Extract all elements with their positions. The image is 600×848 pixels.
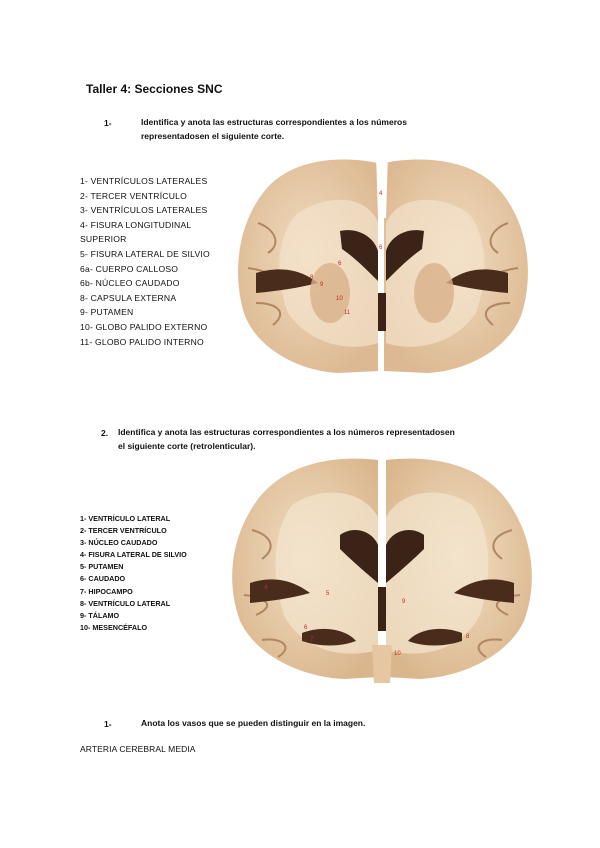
list-item: 2- TERCER VENTRÍCULO <box>80 190 187 201</box>
structure-list-1 <box>80 174 210 349</box>
question-2-line-1: Identifica y anota las estructuras correspondientes a los números representadosen <box>118 427 455 437</box>
list-item: 4- FISURA LATERAL DE SILVIO <box>80 550 187 560</box>
figure-1-label: 11 <box>344 310 351 316</box>
list-item: 11- GLOBO PALIDO INTERNO <box>80 336 204 347</box>
list-item: 8- CAPSULA EXTERNA <box>80 292 177 303</box>
list-item: 10- GLOBO PALIDO EXTERNO <box>80 321 208 332</box>
list-item: 8- VENTRÍCULO LATERAL <box>80 598 171 608</box>
figure-1-label: 9 <box>320 282 324 288</box>
question-2-line-2: el siguiente corte (retrolenticular). <box>118 441 256 451</box>
question-1-line-1: Identifica y anota las estructuras correspondientes a los números <box>141 117 407 127</box>
list-item: 2- TERCER VENTRÍCULO <box>80 526 167 536</box>
list-item: 5- PUTAMEN <box>80 562 124 572</box>
question-3-text: Anota los vasos que se pueden distinguir en la imagen. <box>141 718 366 728</box>
question-2-text <box>118 425 455 453</box>
figure-2-label: 5 <box>326 591 330 597</box>
figure-2-label: 7 <box>310 637 314 643</box>
page-title: Taller 4: Secciones SNC <box>86 82 223 96</box>
list-item: 9- TÁLAMO <box>80 610 120 620</box>
figure-2-label: 10 <box>394 651 401 657</box>
list-item: 3- VENTRÍCULOS LATERALES <box>80 205 208 216</box>
figure-2-label: 8 <box>466 634 470 640</box>
list-item: 4- FISURA LONGITUDINAL <box>80 219 192 230</box>
list-item: 7- HIPOCAMPO <box>80 586 133 596</box>
list-item: 6a- CUERPO CALLOSO <box>80 263 179 274</box>
figure-2-label: 9 <box>402 599 406 605</box>
figure-2-label: 6 <box>304 625 308 631</box>
brain-coronal-section-1 <box>228 153 536 379</box>
brain-coronal-section-2 <box>222 455 542 683</box>
question-3-number: 1- <box>104 719 112 729</box>
list-item: SUPERIOR <box>80 234 127 245</box>
list-item: 6- CAUDADO <box>80 574 126 584</box>
list-item: 10- MESENCÉFALO <box>80 622 148 632</box>
question-1-text <box>141 115 407 143</box>
list-item: 3- NÚCLEO CAUDADO <box>80 538 158 548</box>
figure-1-label: 6 <box>379 245 383 251</box>
list-item: 1- VENTRÍCULOS LATERALES <box>80 176 208 186</box>
list-item: 1- VENTRÍCULO LATERAL <box>80 514 171 523</box>
list-item: 6b- NÚCLEO CAUDADO <box>80 278 180 289</box>
figure-2-label: 4 <box>264 585 268 591</box>
figure-1-label: 8 <box>310 275 314 281</box>
figure-1-label: 6 <box>338 261 342 267</box>
question-1-number: 1- <box>104 118 112 128</box>
structure-list-2 <box>80 513 187 634</box>
list-item: 9- PUTAMEN <box>80 307 134 318</box>
figure-1-label: 4 <box>379 191 383 197</box>
question-1-line-2: representadosen el siguiente corte. <box>141 131 285 141</box>
answer-text: ARTERIA CEREBRAL MEDIA <box>80 744 196 754</box>
question-2-number: 2. <box>101 428 109 438</box>
figure-1-label: 10 <box>336 296 343 302</box>
list-item: 5- FISURA LATERAL DE SILVIO <box>80 248 210 259</box>
